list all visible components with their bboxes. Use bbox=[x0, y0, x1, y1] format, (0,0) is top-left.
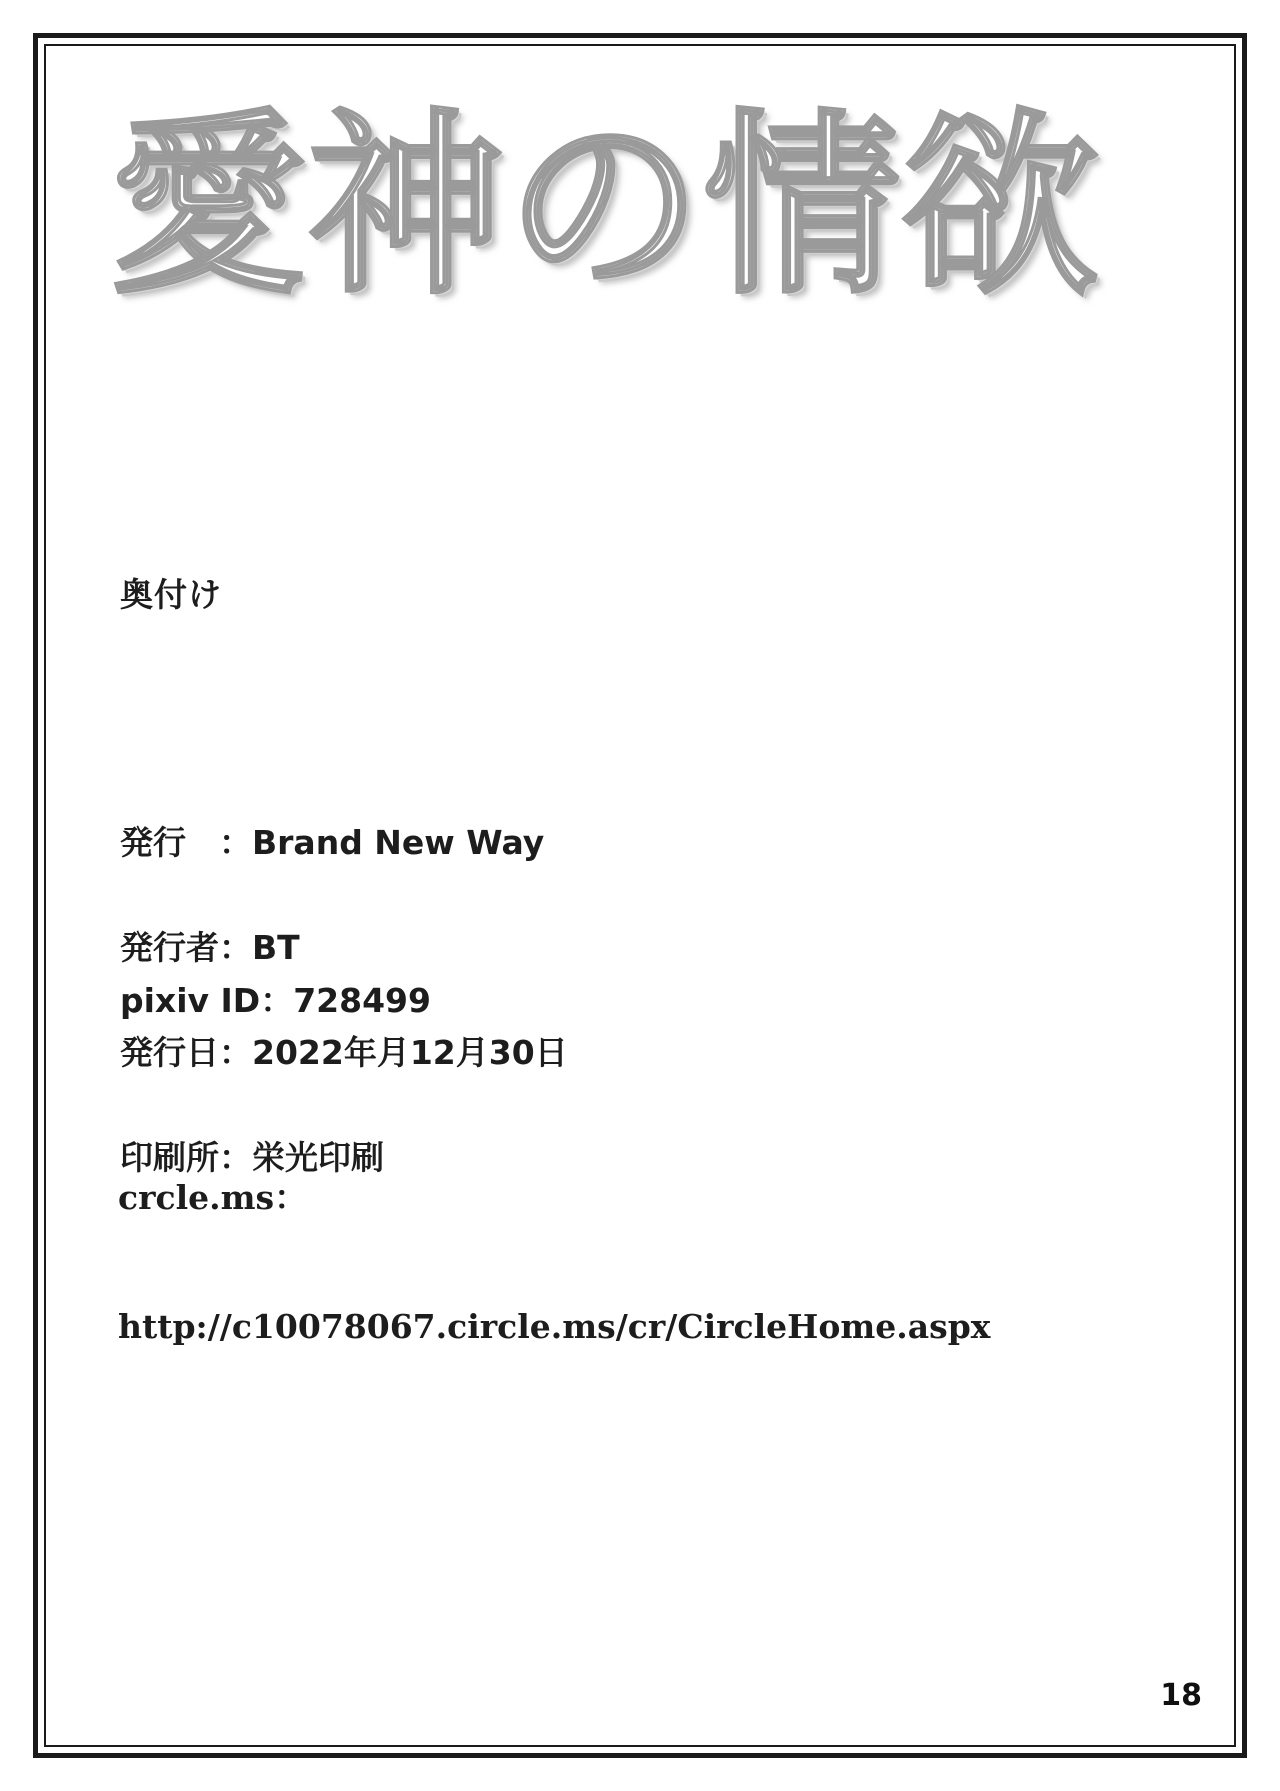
page-number: 18 bbox=[1160, 1678, 1202, 1713]
circle-url[interactable]: http://c10078067.circle.ms/cr/CircleHome.aspx bbox=[118, 1307, 991, 1346]
colophon-printer: 印刷所：栄光印刷 bbox=[120, 1138, 384, 1177]
circle-block bbox=[118, 1090, 990, 1434]
colophon-publisher: 発行 ：Brand New Way bbox=[120, 823, 545, 862]
colophon-author: 発行者：BT bbox=[120, 928, 300, 967]
title-logo: 愛神の情欲 bbox=[110, 93, 1101, 321]
colophon-date: 発行日：2022年月12月30日 bbox=[120, 1033, 568, 1072]
circle-label: crcle.ms： bbox=[118, 1178, 308, 1217]
colophon-heading: 奥付け bbox=[120, 575, 222, 614]
pixiv-id: pixiv ID：728499 bbox=[120, 981, 431, 1020]
